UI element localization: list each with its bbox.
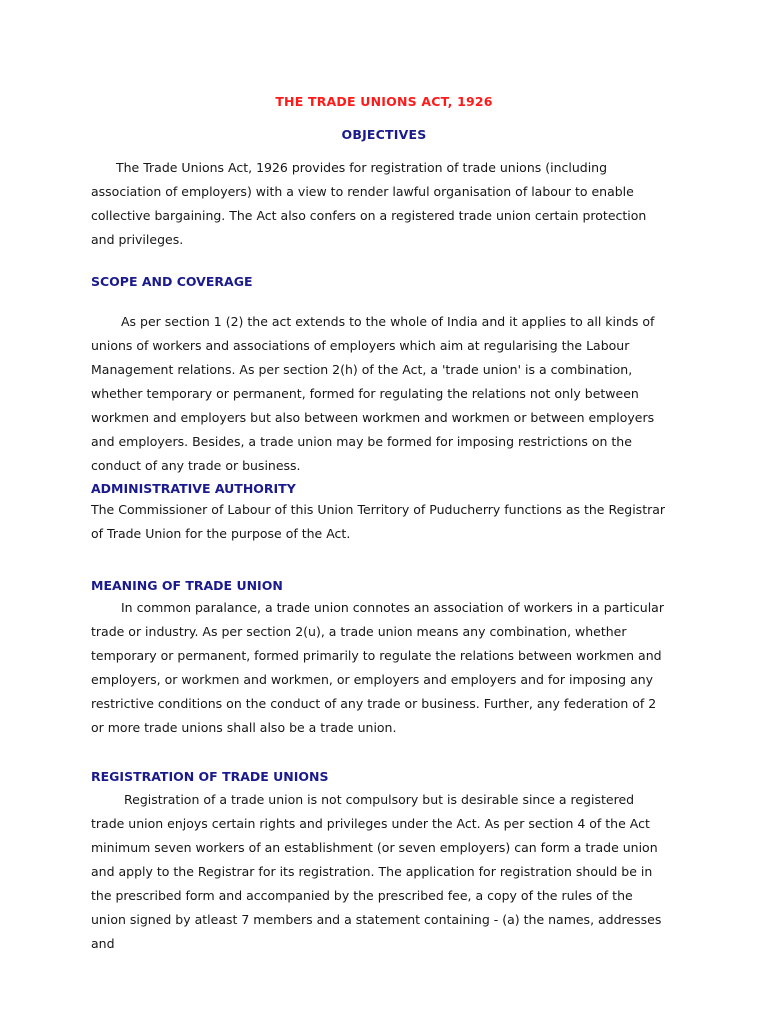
document-title: THE TRADE UNIONS ACT, 1926 bbox=[275, 94, 493, 109]
admin-heading: ADMINISTRATIVE AUTHORITY bbox=[91, 481, 296, 496]
registration-heading: REGISTRATION OF TRADE UNIONS bbox=[91, 769, 329, 784]
objectives-heading: OBJECTIVES bbox=[341, 127, 427, 142]
admin-paragraph: The Commissioner of Labour of this Union Territory of Puducherry functions as the Registrar of Trade Union for the purpose of the Act. bbox=[91, 502, 666, 541]
scope-heading: SCOPE AND COVERAGE bbox=[91, 274, 253, 289]
registration-paragraph: Registration of a trade union is not compulsory but is desirable since a registered trade union enjoys certain rights and privileges under the Act. As per section 4 of the Act minimum seven workers of an establishment (or seven employers) can form a trade union and apply to the Registrar for its registration. The application for registration should be in the prescribed form and accompanied by the prescribed fee, a copy of the rules of the union signed by atleast 7 members and a statement containing - (a) the names, addresses and bbox=[91, 792, 662, 951]
objectives-paragraph: The Trade Unions Act, 1926 provides for registration of trade unions (including association of employers) with a view to render lawful organisation of labour to enable collective bargaining. The Act also confers on a registered trade union certain protection and privileges. bbox=[91, 160, 647, 247]
meaning-heading: MEANING OF TRADE UNION bbox=[91, 578, 283, 593]
scope-paragraph: As per section 1 (2) the act extends to the whole of India and it applies to all kinds of unions of workers and associations of employers which aim at regularising the Labour Management relations. As per section 2(h) of the Act, a 'trade union' is a combination, whether temporary or permanent, formed for regulating the relations not only between workmen and employers but also between workmen and workmen or between employers and employers. Besides, a trade union may be formed for imposing restrictions on the conduct of any trade or business. bbox=[91, 314, 655, 473]
meaning-paragraph: In common paralance, a trade union connotes an association of workers in a particular trade or industry. As per section 2(u), a trade union means any combination, whether temporary or permanent, formed primarily to regulate the relations between workmen and employers, or workmen and workmen, or employers and employers and for imposing any restrictive conditions on the conduct of any trade or business. Further, any federation of 2 or more trade unions shall also be a trade union. bbox=[91, 600, 664, 735]
